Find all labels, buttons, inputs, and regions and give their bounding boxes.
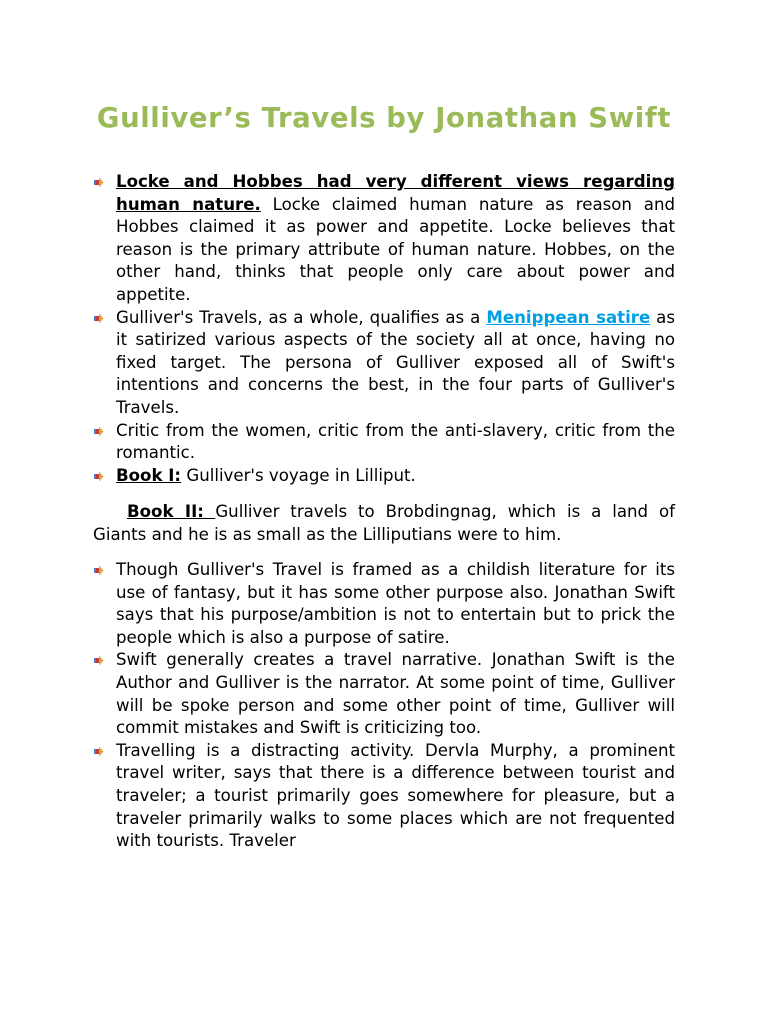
document-title: Gulliver’s Travels by Jonathan Swift (96, 102, 672, 134)
list-item (93, 171, 675, 307)
list-item (93, 307, 675, 420)
item-text: Gulliver's voyage in Lilliput. (181, 465, 416, 485)
item-text-post: as it satirized various aspects of the society all at once, having no fixed target. The persona of Gulliver exposed all of Swift's intentions and concerns the best, in the four parts of Gulliver's Travels. (116, 307, 676, 417)
list-item (93, 465, 675, 488)
item-text: Travelling is a distracting activity. Dervla Murphy, a prominent travel writer, says that there is a difference between tourist and traveler; a tourist primarily goes somewhere for pleasure, but a traveler primarily walks to some places which are not frequented with tourists. Traveler (116, 740, 675, 851)
book-two-text: Gulliver travels to Brobdingnag, which is a land of Giants and he is as small as the Lilliputians were to him. (93, 502, 675, 544)
list-item (93, 420, 675, 465)
item-text-pre: Gulliver's Travels, as a whole, qualifies as a (116, 307, 487, 327)
arrow-bullet-icon (93, 655, 104, 666)
item-text: Though Gulliver's Travel is framed as a childish literature for its use of fantasy, but it has some other purpose also. Jonathan Swift says that his purpose/ambition is not to entertain but to prick the people which is also a purpose of satire. (116, 560, 675, 647)
item-lead: Book I: (116, 465, 182, 485)
arrow-bullet-icon (93, 177, 104, 188)
list-item (93, 649, 675, 739)
bullet-list-2 (93, 559, 675, 853)
item-text: Locke claimed human nature as reason and Hobbes claimed it as power and appetite. Locke believes that reason is the primary attribute of human nature. Hobbes, on the other hand, thinks that people only care about power and appetite. (116, 194, 675, 304)
item-lead: Locke and Hobbes had very different views regarding human nature. (116, 172, 675, 214)
book-two-lead: Book II: (127, 502, 216, 521)
list-item (93, 740, 675, 853)
item-text: Critic from the women, critic from the anti-slavery, critic from the romantic. (116, 420, 675, 463)
book-two-paragraph (93, 501, 675, 546)
arrow-bullet-icon (93, 471, 104, 482)
item-text: Swift generally creates a travel narrative. Jonathan Swift is the Author and Gulliver is the narrator. At some point of time, Gulliver will be spoke person and some other point of time, Gulliver will commit mistakes and Swift is criticizing too. (116, 650, 675, 738)
arrow-bullet-icon (93, 565, 104, 576)
arrow-bullet-icon (93, 313, 104, 324)
list-item (93, 559, 675, 649)
arrow-bullet-icon (93, 746, 104, 757)
bullet-list-1 (93, 171, 675, 487)
menippean-satire-link[interactable]: Menippean satire (486, 307, 651, 327)
arrow-bullet-icon (93, 426, 104, 437)
